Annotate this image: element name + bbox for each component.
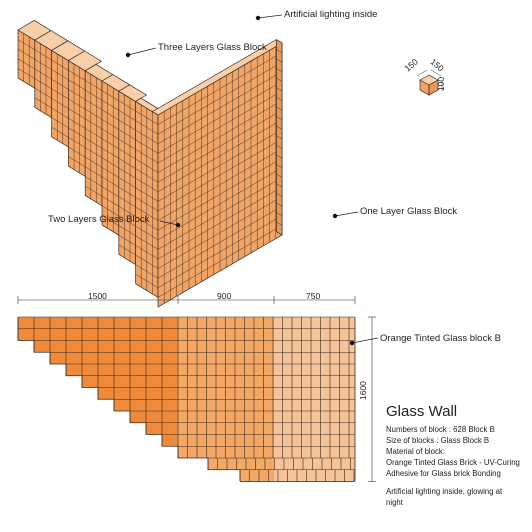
orange-tinted-leader <box>352 338 378 343</box>
artificial-lighting-label: Artificial lighting inside <box>284 9 378 20</box>
elevation-row-fill <box>274 411 355 423</box>
elevation-row-fill <box>208 458 274 470</box>
info-title: Glass Wall <box>386 403 458 420</box>
elevation-row-fill <box>162 435 178 447</box>
elevation-row-fill <box>178 435 274 447</box>
info-line-blocks: Numbers of block : 628 Block B <box>386 425 495 434</box>
block-height-dim: 100 <box>436 76 447 92</box>
dim-750: 750 <box>306 291 321 301</box>
elevation-row-fill <box>274 352 355 364</box>
elevation-row-fill <box>178 364 274 376</box>
elevation-row-fill <box>178 388 274 400</box>
info-text <box>386 424 520 508</box>
dim-1500: 1500 <box>88 291 107 301</box>
info-line-brick: Orange Tinted Glass Brick - UV-Curing <box>386 458 520 467</box>
block-depth-dim: 150 <box>428 56 446 74</box>
elevation-row-fill <box>274 329 355 341</box>
elevation-row-fill <box>178 376 274 388</box>
orange-tinted-leader-dot <box>350 341 354 345</box>
elevation-row-fill <box>178 341 274 353</box>
info-line-material: Material of block: <box>386 447 445 456</box>
info-line-lighting: Artificial lighting inside, glowing at <box>386 487 503 496</box>
elevation-row-fill <box>178 399 274 411</box>
elevation-row-fill <box>274 470 355 482</box>
elevation-row-fill <box>66 364 178 376</box>
elevation-row-fill <box>178 317 274 329</box>
elevation-row-fill <box>98 388 178 400</box>
elevation-row-fill <box>274 423 355 435</box>
elevation-row-fill <box>34 341 178 353</box>
elevation-row-fill <box>178 329 274 341</box>
elevation-row-fill <box>274 376 355 388</box>
elevation-row-fill <box>274 317 355 329</box>
info-line-night: night <box>386 498 403 507</box>
elevation-row-fill <box>274 446 355 458</box>
elevation-row-fill <box>240 470 274 482</box>
info-line-adhesive: Adhesive for Glass brick Bonding <box>386 469 501 478</box>
elevation-row-fill <box>274 388 355 400</box>
elevation-row-fill <box>130 411 178 423</box>
dim-1600: 1600 <box>358 381 368 400</box>
three-layers-label: Three Layers Glass Block <box>158 42 267 53</box>
block-width-dim: 150 <box>402 56 420 74</box>
dim-900: 900 <box>217 291 232 301</box>
elevation-row-fill <box>274 341 355 353</box>
elevation-row-fill <box>274 364 355 376</box>
elevation-row-fill <box>178 352 274 364</box>
elevation-row-fill <box>178 423 274 435</box>
elevation-row-fill <box>178 411 274 423</box>
one-layer-label: One Layer Glass Block <box>360 206 458 217</box>
elevation-row-fill <box>274 458 355 470</box>
elevation-row-fill <box>178 446 274 458</box>
two-layers-label: Two Layers Glass Block <box>48 214 150 225</box>
orange-tinted-label: Orange Tinted Glass block B <box>380 333 501 344</box>
elevation-row-fill <box>274 399 355 411</box>
info-line-size: Size of blocks : Glass Block B <box>386 436 490 445</box>
elevation-row-fill <box>274 435 355 447</box>
